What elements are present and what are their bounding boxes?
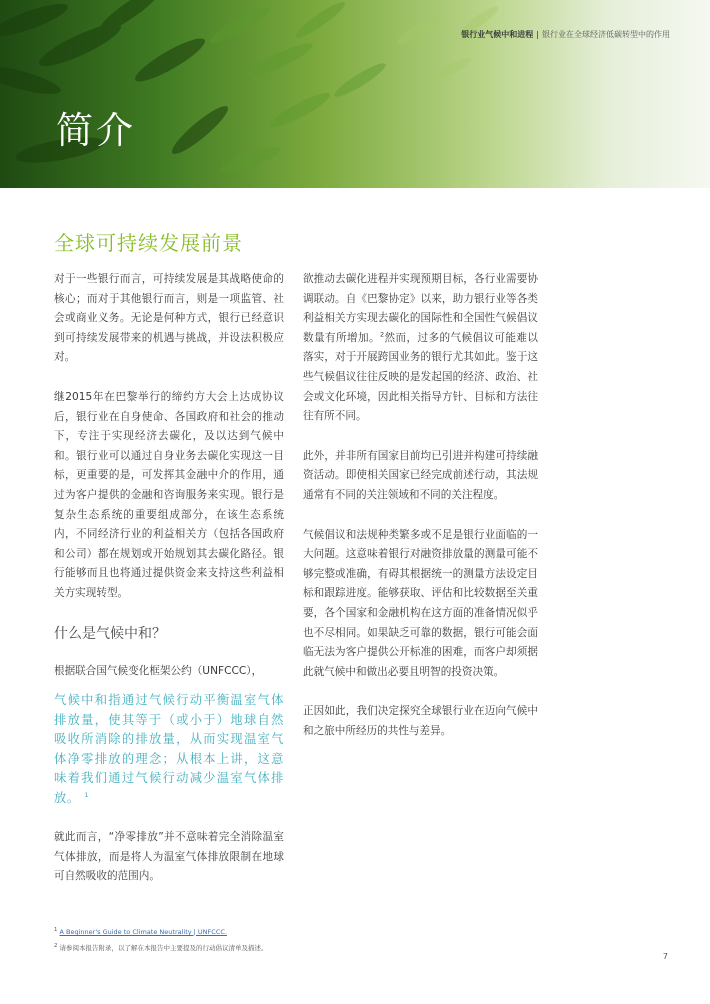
paragraph: 就此而言，“净零排放”并不意味着完全消除温室气体排放，而是将人为温室气体排放限制在地球可自然吸收的范围内。 — [54, 831, 284, 883]
footnote-2 — [54, 939, 268, 955]
paragraph — [303, 270, 538, 427]
hero-banner — [0, 0, 710, 188]
page-title: 简介 — [56, 109, 136, 152]
paragraph-text: 欲推动去碳化进程并实现预期目标，各行业需要协调联动。自《巴黎协定》以来，助力银行业等各类利益相关方实现去碳化的国际性和全国性气候倡议数量有所增加。 — [303, 273, 538, 344]
subheading: 什么是气候中和？ — [54, 625, 166, 642]
paragraph: 气候倡议和法规种类繁多或不足是银行业面临的一大问题。这意味着银行对融资排放量的测量可能不够完整或准确，有碍其根据统一的测量方法设定目标和跟踪进度。能够获取、评估和比较数据至关重要，各个国家和金融机构在这方面的准备情况似乎也不尽相同。如果缺乏可靠的数据，银行可能会面临无法为客户提供公开标准的困难，而客户却须据此就气候中和做出必要且明智的投资决策。 — [303, 528, 538, 678]
report-title: 银行业气候中和进程 — [461, 30, 534, 39]
paragraph: 正因如此，我们决定探究全球银行业在迈向气候中和之旅中所经历的共性与差异。 — [303, 705, 538, 737]
paragraph: 对于一些银行而言，可持续发展是其战略使命的核心；而对于其他银行而言，则是一项监管、社会或商业义务。无论是何种方式，银行已经意识到可持续发展带来的机遇与挑战，并设法积极应对。 — [54, 273, 284, 364]
paragraph: 继2015年在巴黎举行的缔约方大会上达成协议后，银行业在自身使命、各国政府和社会的推动下，专注于实现经济去碳化，及以达到气候中和。银行业可以通过自身业务去碳化实现这一目标，更重要的是，可发挥其金融中介的作用，通过为客户提供的金融和咨询服务来实现。银行是复杂生态系统的重要组成部分，在该生态系统内，不同经济行业的利益相关方（包括各国政府和公司）都在规划或开始规划其去碳化路径。银行能够而且也将通过提供资金来支持这些利益相关方实现转型。 — [54, 390, 284, 599]
footnote-link[interactable]: A Beginner's Guide to Climate Neutrality | UNFCCC. — [59, 928, 227, 937]
page-number: 7 — [662, 952, 668, 961]
footnote-mark: 1 — [54, 927, 58, 933]
section-heading: 全球可持续发展前景 — [54, 231, 243, 255]
footnote-text: 请参阅本报告附录，以了解在本报告中主要提及的行动倡议清单及描述。 — [59, 944, 268, 953]
paragraph: 此外，并非所有国家目前均已引进并构建可持续融资活动。即使相关国家已经完成前述行动，其法规通常有不同的关注领域和不同的关注程度。 — [303, 449, 538, 501]
footnotes — [54, 923, 268, 955]
right-column — [303, 270, 538, 761]
footnote-1 — [54, 923, 268, 939]
definition-intro: 根据联合国气候变化框架公约（UNFCCC）， — [54, 664, 263, 677]
footnote-ref[interactable]: 1 — [84, 790, 90, 799]
report-subtitle: 银行业在全球经济低碳转型中的作用 — [542, 30, 670, 39]
definition-quote — [54, 691, 284, 808]
paragraph-text: 然而，过多的气候倡议可能难以落实，对于开展跨国业务的银行尤其如此。鉴于这些气候倡议往往反映的是发起国的经济、政治、社会或文化环境，因此相关指导方针、目标和方法往往有所不同。 — [303, 331, 538, 423]
left-column — [54, 270, 284, 907]
footnote-mark: 2 — [54, 943, 58, 950]
header-separator: | — [536, 30, 539, 39]
running-header — [461, 29, 670, 40]
quote-text: 气候中和指通过气候行动平衡温室气体排放量，使其等于（或小于）地球自然吸收所消除的排放量，从而实现温室气体净零排放的理念；从根本上讲，这意味着我们通过气候行动减少温室气体排放。 — [54, 693, 284, 805]
footnote-ref[interactable]: 2 — [379, 330, 385, 339]
